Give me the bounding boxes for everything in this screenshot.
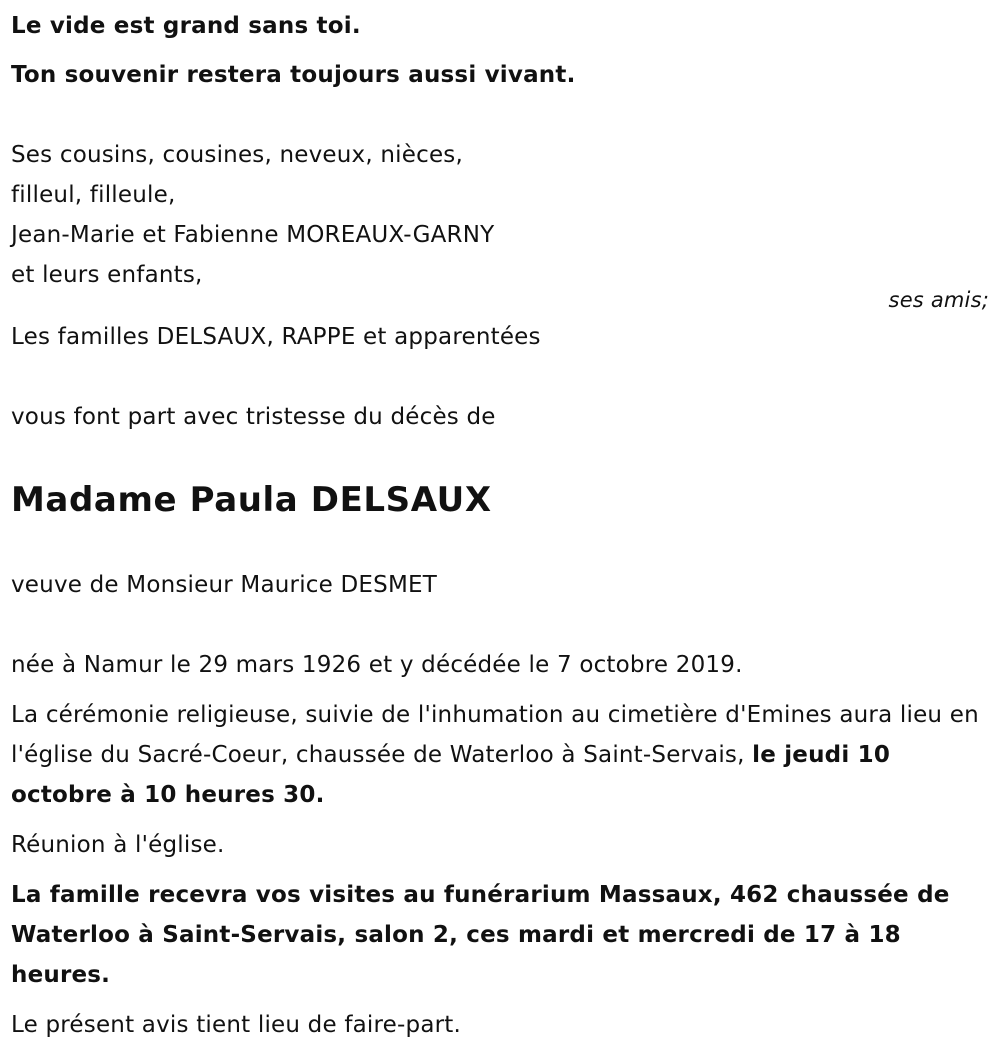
family-line-3: Jean-Marie et Fabienne MOREAUX-GARNY xyxy=(11,222,495,248)
ceremony-datetime: le jeudi 10 octobre à 10 heures 30. xyxy=(11,742,891,808)
closing-text: Le présent avis tient lieu de faire-part. xyxy=(11,1012,462,1038)
family-line-4: et leurs enfants, xyxy=(11,262,203,288)
friends-note: ses amis; xyxy=(888,288,989,312)
widow-of-text: veuve de Monsieur Maurice DESMET xyxy=(11,572,437,598)
ceremony-paragraph xyxy=(11,695,996,815)
family-line-2: filleul, filleule, xyxy=(11,182,176,208)
intro-line-1: Le vide est grand sans toi. xyxy=(11,13,361,39)
deceased-name: Madame Paula DELSAUX xyxy=(11,480,492,520)
family-line-5: Les familles DELSAUX, RAPPE et apparentées xyxy=(11,324,541,350)
ceremony-text: La cérémonie religieuse, suivie de l'inhumation au cimetière d'Emines aura lieu en l'église du Sacré-Coeur, chaussée de Waterloo à Saint-Servais, xyxy=(11,702,979,768)
intro-line-2: Ton souvenir restera toujours aussi vivant. xyxy=(11,62,576,88)
announcement-text: vous font part avec tristesse du décès de xyxy=(11,404,496,430)
meeting-text: Réunion à l'église. xyxy=(11,832,225,858)
birth-death-text: née à Namur le 29 mars 1926 et y décédée le 7 octobre 2019. xyxy=(11,652,743,678)
family-line-1: Ses cousins, cousines, neveux, nièces, xyxy=(11,142,464,168)
visits-paragraph: La famille recevra vos visites au funérarium Massaux, 462 chaussée de Waterloo à Saint-Servais, salon 2, ces mardi et mercredi de 17 à 18 heures. xyxy=(11,882,950,988)
